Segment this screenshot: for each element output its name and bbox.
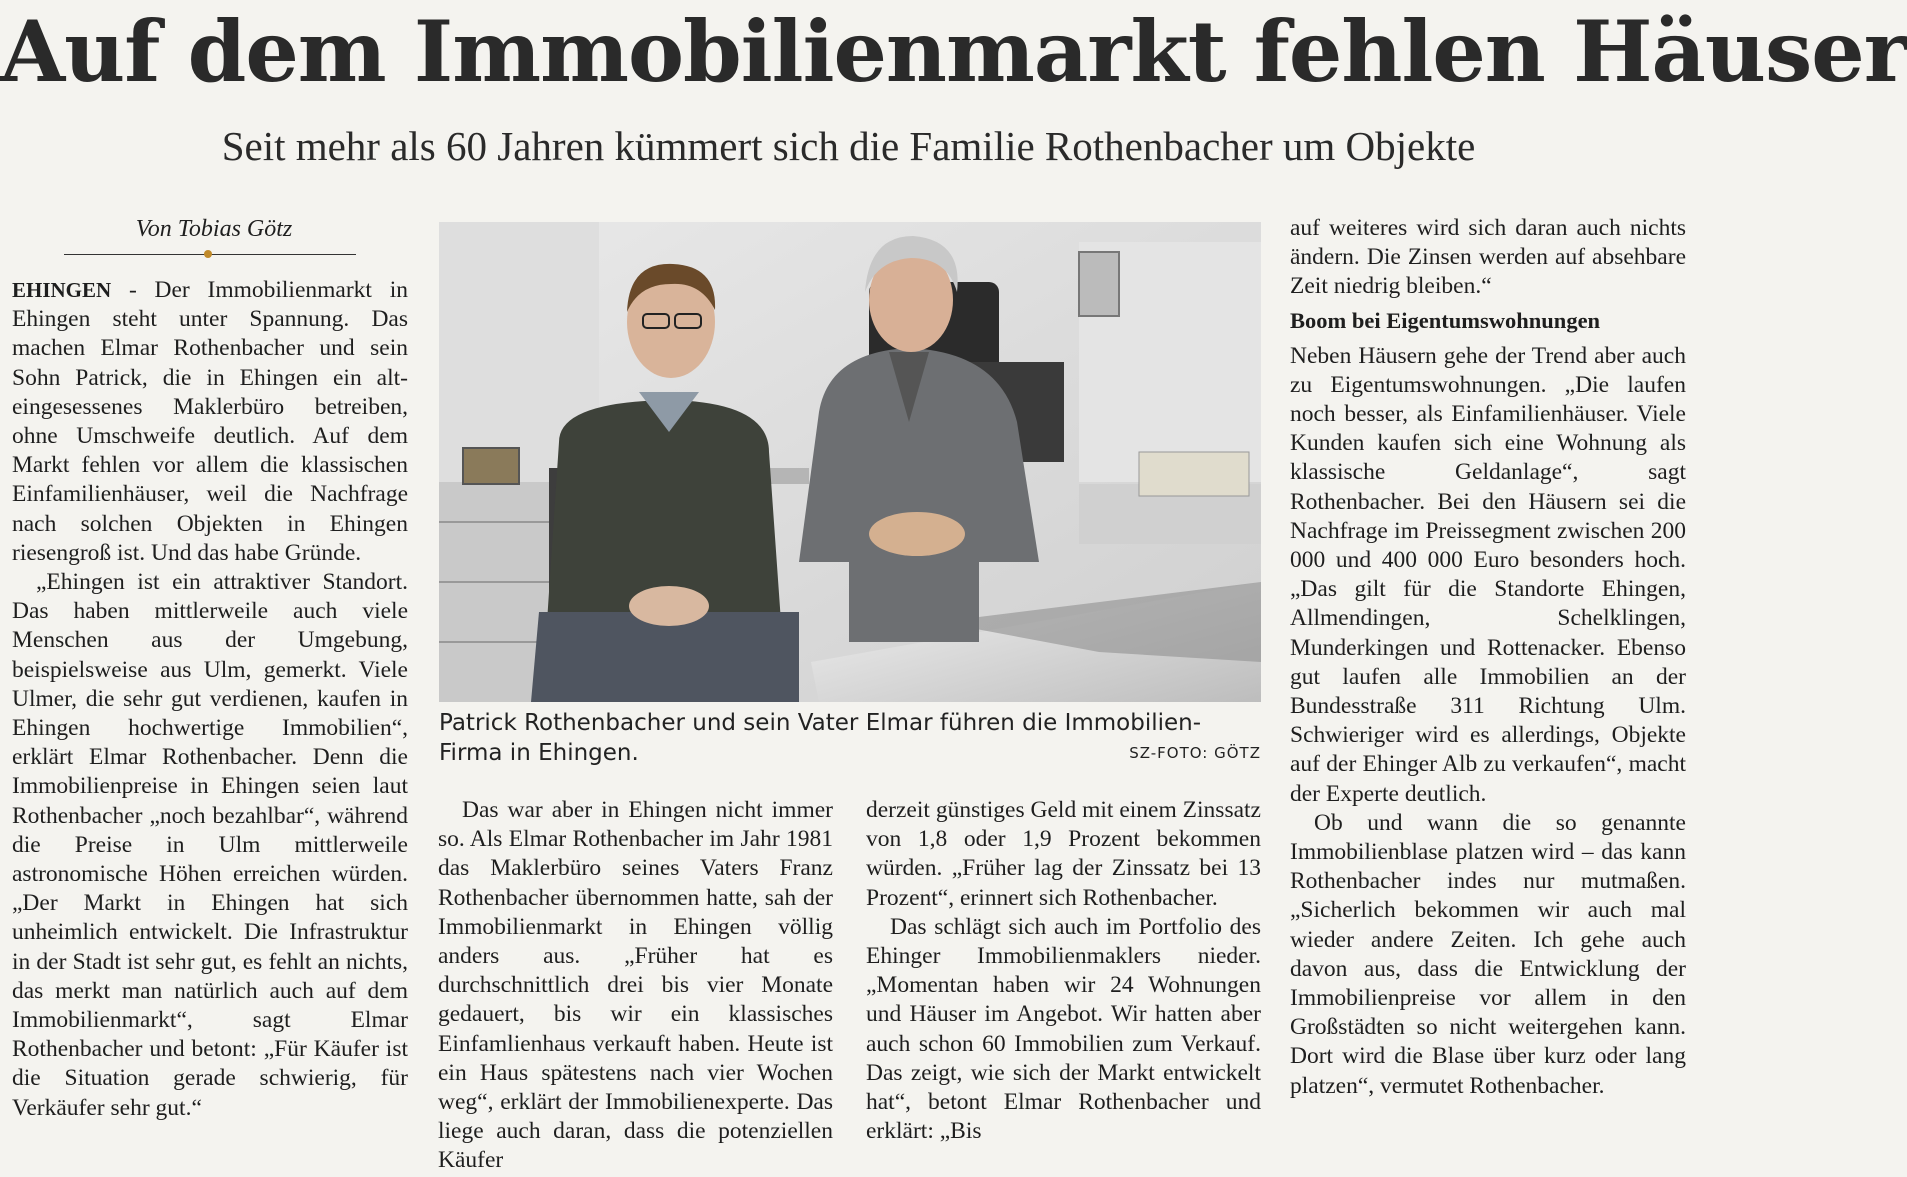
photo-credit: SZ-FOTO: GÖTZ: [1129, 744, 1261, 762]
paragraph-text: - Der Immobilienmarkt in Ehingen steht unter Spannung. Das machen Elmar Rothenbacher und sein Sohn Patrick, die in Ehingen ein alt-eingesessenes Maklerbüro betreiben, ohne Umschweife deutlich. Auf dem Markt fehlen vor allem die klassischen Einfamilienhäuser, weil die Nachfrage nach solchen Objekten in Ehingen riesengroß ist. Und das habe Gründe.: [12, 277, 408, 566]
paragraph: Das schlägt sich auch im Portfolio des Ehinger Immobilienmaklers nieder. „Momentan haben wir 24 Wohnungen und Häuser im Angebot. Wir hatten aber auch schon 60 Immobilien zum Verkauf. Das zeigt, wie sich der Markt entwickelt hat“, betont Elmar Rothenbacher und erklärt: „Bis: [866, 913, 1261, 1145]
headline: Auf dem Immobilienmarkt fehlen Häuser: [0, 2, 1907, 101]
paragraph: [12, 276, 408, 568]
article-column-2: [438, 796, 833, 1176]
photo-illustration: [439, 222, 1261, 702]
article-photo: [439, 222, 1261, 702]
article-column-3: [866, 796, 1261, 1146]
byline-ornament: [204, 250, 212, 258]
paragraph: Das war aber in Ehingen nicht immer so. Als Elmar Rothenbacher im Jahr 1981 das Maklerbüro seines Vaters Franz Rothenbacher übernommen hatte, sah der Immobilienmarkt in Ehingen völlig anders aus. „Früher hat es durchschnittlich drei bis vier Monate gedauert, bis wir ein klassisches Einfamlienhaus verkauft haben. Heute ist ein Haus spätestens nach vier Wochen weg“, erklärt der Immobilienexperte. Das liege auch daran, dass die potenziellen Käufer: [438, 797, 833, 1174]
subheadline: Seit mehr als 60 Jahren kümmert sich die Familie Rothenbacher um Objekte: [221, 123, 1476, 169]
paragraph: „Ehingen ist ein attraktiver Standort. Das haben mittlerweile auch viele Menschen aus der Umgebung, beispielsweise aus Ulm, gemerkt. Viele Ulmer, die sehr gut verdienen, kaufen in Ehingen hochwertige Immobilien“, erklärt Elmar Rothenbacher. Denn die Immobilienpreise in Ehingen seien laut Rothenbacher „noch bezahlbar“, während die Preise in Ulm mittlerweile astronomische Höhen erreichen würden. „Der Markt in Ehingen hat sich unheimlich entwickelt. Die Infrastruktur in der Stadt ist sehr gut, es fehlt an nichts, das merkt man natürlich auch auf dem Immobilienmarkt“, sagt Elmar Rothenbacher und betont: „Für Käufer ist die Situation gerade schwierig, für Verkäufer sehr gut.“: [12, 569, 408, 1121]
section-subheading: Boom bei Eigentumswohnungen: [1290, 307, 1601, 333]
photo-caption: Patrick Rothenbacher und sein Vater Elmar führen die Immobilien-Firma in Ehingen.: [439, 710, 1202, 766]
paragraph: Neben Häusern gehe der Trend aber auch zu Eigentumswohnungen. „Die laufen noch besser, als Einfamilienhäuser. Viele Kunden kaufen sich eine Wohnung als klassische Geldanlage“, sagt Rothenbacher. Bei den Häusern sei die Nachfrage im Preissegment zwischen 200 000 und 400 000 Euro besonders hoch. „Das gilt für die Standorte Ehingen, Allmendingen, Schelklingen, Munderkingen und Rottenacker. Ebenso gut laufen alle Immobilien an der Bundesstraße 311 Richtung Ulm. Schwieriger wird es allerdings, Objekte auf der Ehinger Alb zu verkaufen“, macht der Experte deutlich.: [1290, 342, 1686, 807]
paragraph: auf weiteres wird sich daran auch nichts ändern. Die Zinsen werden auf absehbare Zeit niedrig bleiben.“: [1290, 215, 1686, 300]
article-column-4: [1290, 214, 1686, 1101]
paragraph: Ob und wann die so genannte Immobilienblase platzen wird – das kann Rothenbacher indes nur mutmaßen. „Sicherlich bekommen wir auch mal wieder andere Zeiten. Ich gehe auch davon aus, dass die Entwicklung der Immobilienpreise vor allem in den Großstädten so nicht weitergehen kann. Dort wird die Blase über kurz oder lang platzen“, vermutet Rothenbacher.: [1290, 809, 1686, 1099]
byline: Von Tobias Götz: [135, 216, 293, 242]
paragraph: derzeit günstiges Geld mit einem Zinssatz von 1,8 oder 1,9 Prozent bekommen würden. „Früher lag der Zinssatz bei 13 Prozent“, erinnert sich Rothenbacher.: [866, 797, 1261, 911]
article-column-1: [12, 276, 408, 1123]
dateline: EHINGEN: [12, 278, 112, 302]
